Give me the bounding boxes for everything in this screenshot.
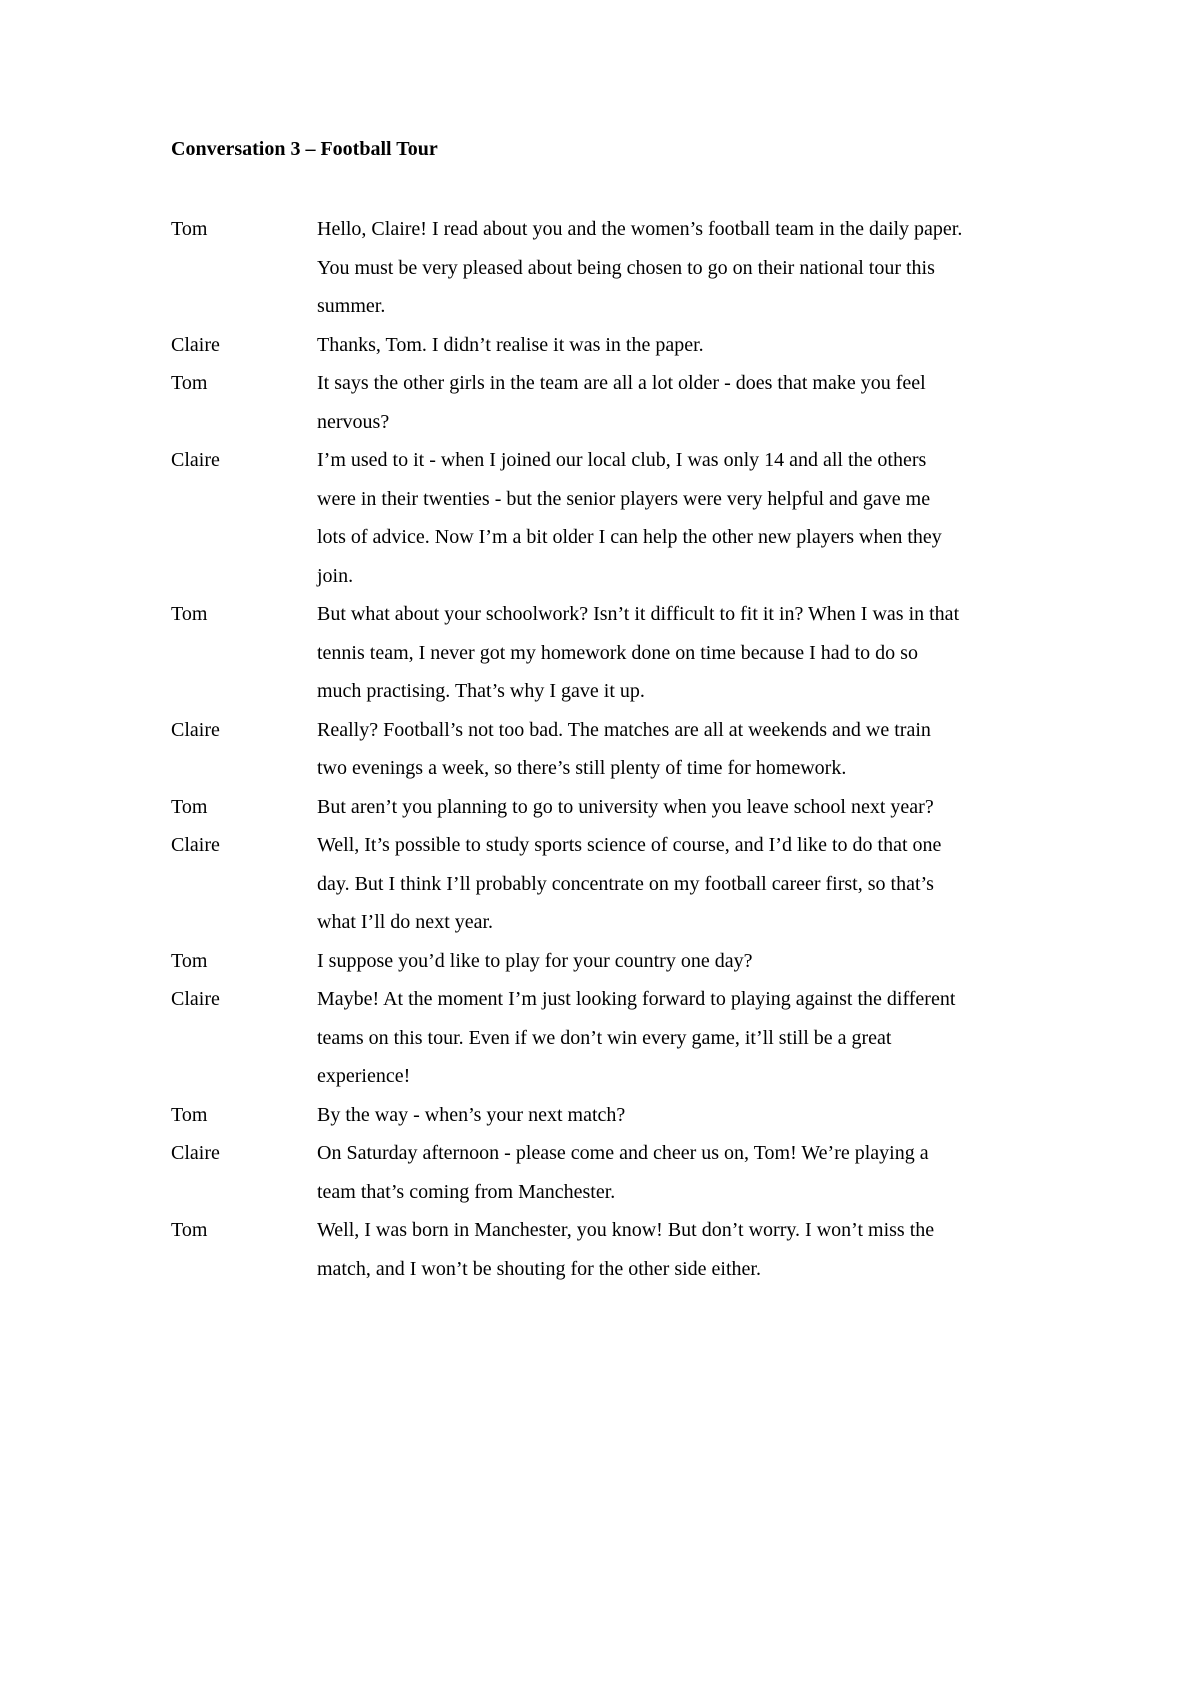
speech-line: Well, It’s possible to study sports science of course, and I’d like to do that one	[317, 834, 942, 856]
speech-line: experience!	[317, 1065, 411, 1087]
speech-line: It says the other girls in the team are all a lot older - does that make you feel	[317, 372, 926, 394]
speech-line: much practising. That’s why I gave it up.	[317, 680, 645, 702]
speaker-name: Tom	[171, 372, 208, 394]
speech-text	[317, 210, 1051, 326]
speech-line: But aren’t you planning to go to university when you leave school next year?	[317, 795, 934, 818]
speech-line: Hello, Claire! I read about you and the women’s football team in the daily paper.	[317, 218, 963, 240]
speech-line: nervous?	[317, 410, 390, 433]
speech-text	[317, 326, 1051, 365]
speaker-name: Tom	[171, 1219, 208, 1241]
speaker-name: Claire	[171, 1142, 220, 1164]
speech-line: teams on this tour. Even if we don’t win every game, it’ll still be a great	[317, 1026, 892, 1049]
speech-line: I suppose you’d like to play for your country one day?	[317, 949, 753, 972]
dialogue-turn	[171, 441, 1051, 595]
dialogue-turn	[171, 711, 1051, 788]
dialogue-turn	[171, 1096, 1051, 1135]
dialogue-turn	[171, 1134, 1051, 1211]
speech-line: But what about your schoolwork? Isn’t it difficult to fit it in? When I was in that	[317, 603, 960, 625]
speech-line: day. But I think I’ll probably concentrate on my football career first, so that’s	[317, 872, 934, 895]
speech-line: I’m used to it - when I joined our local club, I was only 14 and all the others	[317, 449, 927, 471]
speaker-name: Tom	[171, 603, 208, 625]
speaker-name: Claire	[171, 449, 220, 471]
dialogue-turn	[171, 326, 1051, 365]
dialogue-transcript	[171, 210, 1051, 1288]
speech-text	[317, 711, 1051, 788]
speaker-name: Claire	[171, 718, 220, 741]
speaker-name: Tom	[171, 949, 208, 972]
speech-text	[317, 1134, 1051, 1211]
speech-line: summer.	[317, 295, 386, 317]
dialogue-turn	[171, 595, 1051, 711]
speech-text	[317, 1096, 1051, 1135]
speech-line: tennis team, I never got my homework done on time because I had to do so	[317, 641, 918, 664]
dialogue-turn	[171, 942, 1051, 981]
dialogue-turn	[171, 210, 1051, 326]
dialogue-turn	[171, 980, 1051, 1096]
speech-line: On Saturday afternoon - please come and cheer us on, Tom! We’re playing a	[317, 1142, 929, 1164]
speaker-name: Tom	[171, 218, 208, 240]
speaker-name: Tom	[171, 1103, 208, 1126]
speech-text	[317, 1211, 1051, 1288]
dialogue-turn	[171, 1211, 1051, 1288]
dialogue-turn	[171, 788, 1051, 827]
speech-text	[317, 364, 1051, 441]
dialogue-turn	[171, 826, 1051, 942]
speech-text	[317, 595, 1051, 711]
speech-text	[317, 441, 1051, 595]
speaker-name: Claire	[171, 333, 220, 356]
speech-line: Thanks, Tom. I didn’t realise it was in the paper.	[317, 333, 704, 356]
speech-line: two evenings a week, so there’s still plenty of time for homework.	[317, 757, 847, 779]
speech-text	[317, 826, 1051, 942]
speech-line: lots of advice. Now I’m a bit older I can help the other new players when they	[317, 526, 942, 548]
speech-line: join.	[317, 564, 354, 587]
document-title: Conversation 3 – Football Tour	[171, 138, 438, 160]
speaker-name: Claire	[171, 834, 220, 856]
speech-line: Well, I was born in Manchester, you know! But don’t worry. I won’t miss the	[317, 1219, 935, 1241]
speech-line: were in their twenties - but the senior players were very helpful and gave me	[317, 487, 931, 510]
dialogue-turn	[171, 364, 1051, 441]
speech-line: match, and I won’t be shouting for the other side either.	[317, 1257, 761, 1280]
speech-line: Maybe! At the moment I’m just looking forward to playing against the different	[317, 988, 956, 1010]
speech-line: what I’ll do next year.	[317, 911, 494, 933]
speaker-name: Claire	[171, 988, 220, 1010]
speech-text	[317, 942, 1051, 981]
speech-line: By the way - when’s your next match?	[317, 1103, 626, 1126]
speech-text	[317, 980, 1051, 1096]
speech-text	[317, 788, 1051, 827]
speech-line: You must be very pleased about being chosen to go on their national tour this	[317, 256, 935, 279]
speech-line: team that’s coming from Manchester.	[317, 1180, 616, 1203]
speech-line: Really? Football’s not too bad. The matches are all at weekends and we train	[317, 718, 931, 741]
speaker-name: Tom	[171, 795, 208, 818]
